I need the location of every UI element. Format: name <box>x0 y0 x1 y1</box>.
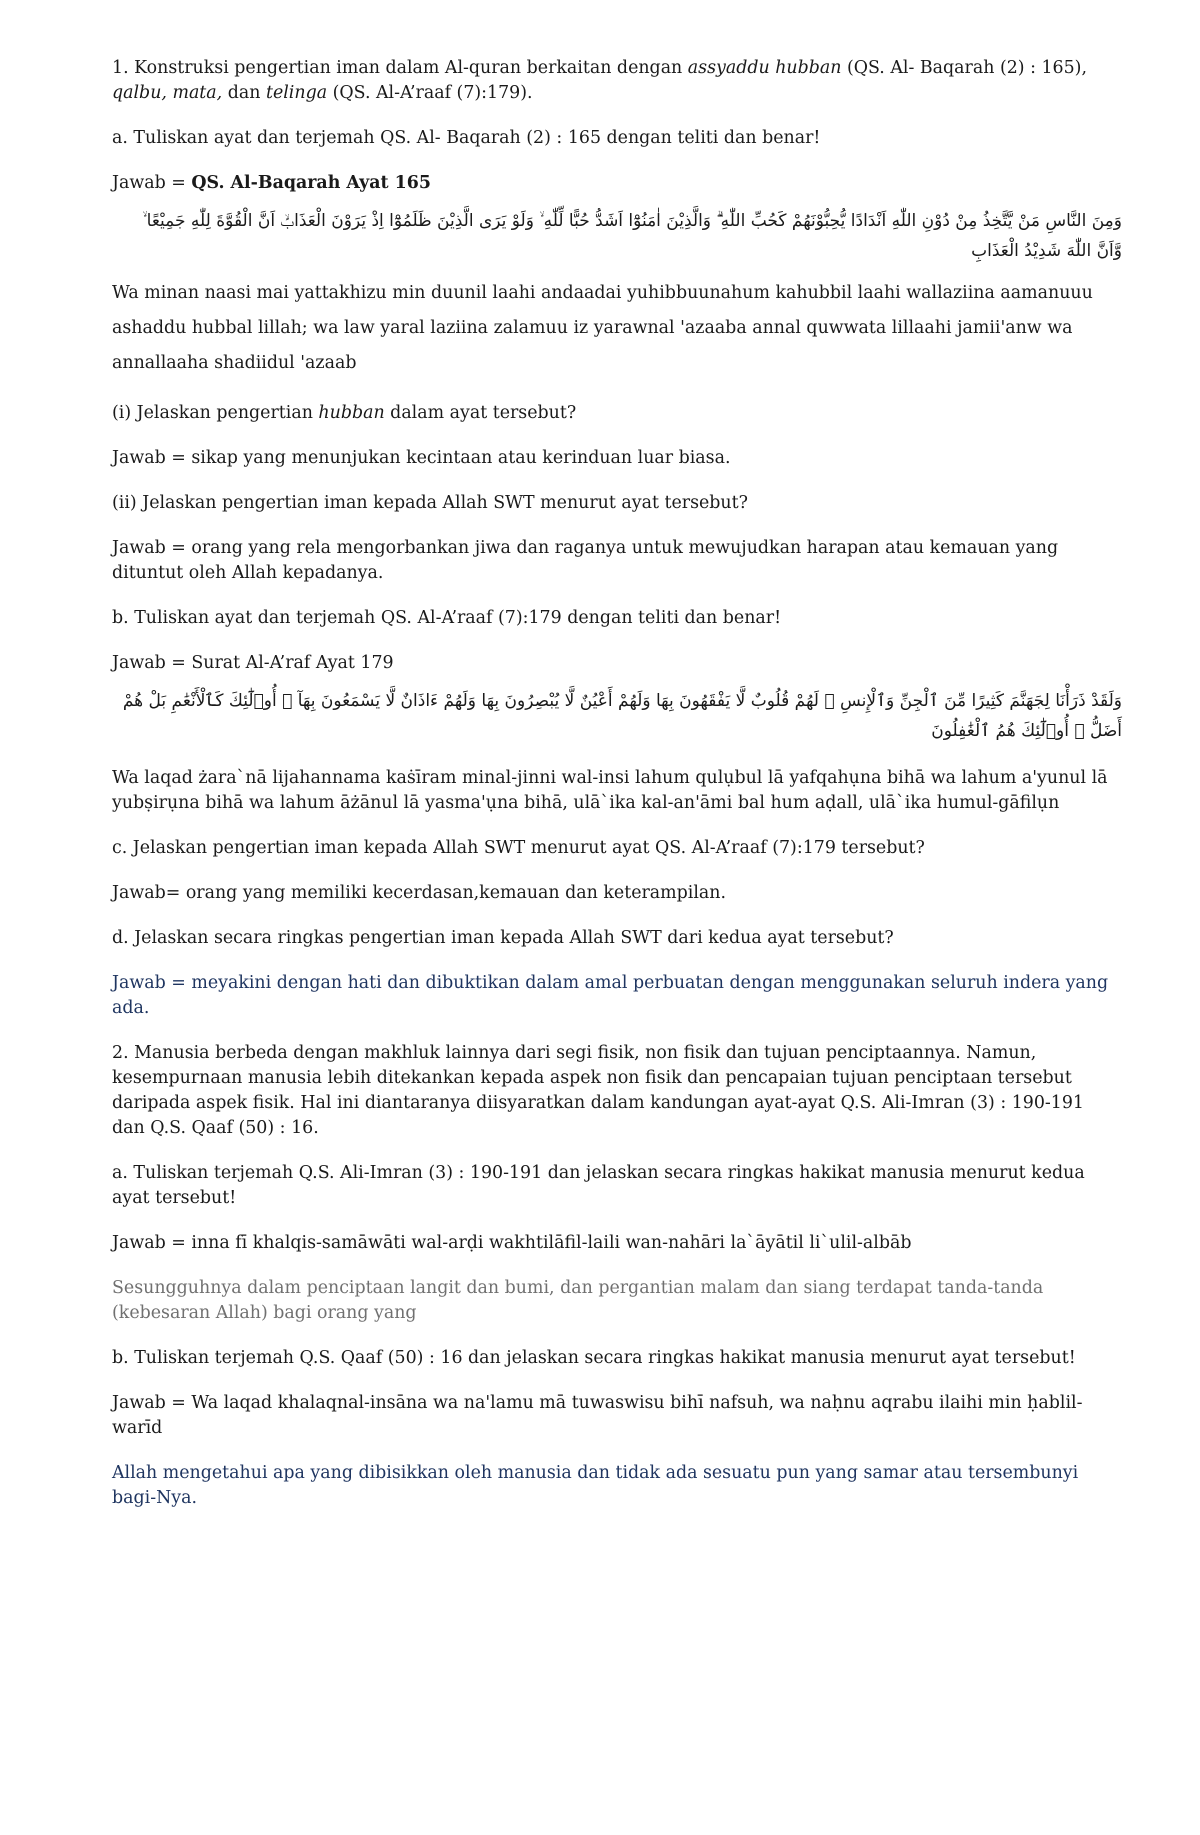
q1d-question: d. Jelaskan secara ringkas pengertian iman kepada Allah SWT dari kedua ayat tersebut? <box>112 928 894 948</box>
q2b-translation: Allah mengetahui apa yang dibisikkan oleh manusia dan tidak ada sesuatu pun yang samar atau tersembunyi bagi-Nya. <box>112 1463 1079 1508</box>
q1ii-answer: Jawab = orang yang rela mengorbankan jiwa dan raganya untuk mewujudkan harapan atau kemauan yang dituntut oleh Allah kepadanya. <box>112 538 1059 583</box>
q1-intro-ref: (QS. Al- Baqarah (2) : 165), <box>841 58 1087 78</box>
q1-intro-term2: qalbu, mata, <box>112 83 223 103</box>
q1a-answer <box>112 171 1122 196</box>
q2a-question: a. Tuliskan terjemah Q.S. Ali-Imran (3) : 190-191 dan jelaskan secara ringkas hakikat manusia menurut kedua ayat tersebut! <box>112 1163 1085 1208</box>
q1a-answer-prefix: Jawab = <box>112 173 192 193</box>
q1i-question-tail: dalam ayat tersebut? <box>384 403 577 423</box>
q2a-translation: Sesungguhnya dalam penciptaan langit dan bumi, dan pergantian malam dan siang terdapat tanda-tanda (kebesaran Allah) bagi orang yang <box>112 1278 1044 1323</box>
q2-intro: 2. Manusia berbeda dengan makhluk lainnya dari segi fisik, non fisik dan tujuan penciptaannya. Namun, kesempurnaan manusia lebih ditekankan kepada aspek non fisik dan pencapaian tujuan penciptaan tersebut daripada aspek fisik. Hal ini diantaranya diisyaratkan dalam kandungan ayat-ayat Q.S. Ali-Imran (3) : 190-191 dan Q.S. Qaaf (50) : 16. <box>112 1043 1084 1138</box>
q1-intro-mid: dan <box>222 83 266 103</box>
q2a-answer: Jawab = inna fī khalqis-samāwāti wal-arḍi wakhtilāfil-laili wan-nahāri la`āyātil li`ulil-albāb <box>112 1233 912 1253</box>
q1d-answer: Jawab = meyakini dengan hati dan dibuktikan dalam amal perbuatan dengan menggunakan seluruh indera yang ada. <box>112 973 1109 1018</box>
q2b-question: b. Tuliskan terjemah Q.S. Qaaf (50) : 16 dan jelaskan secara ringkas hakikat manusia menurut ayat tersebut! <box>112 1348 1076 1368</box>
q1-intro-term3: telinga <box>265 83 328 103</box>
q2b-answer: Jawab = Wa laqad khalaqnal-insāna wa na'lamu mā tuwaswisu bihī nafsuh, wa naḥnu aqrabu ilaihi min ḥablil-warīd <box>112 1393 1083 1438</box>
q1-intro-text: 1. Konstruksi pengertian iman dalam Al-quran berkaitan dengan <box>112 58 688 78</box>
q1ii-question: (ii) Jelaskan pengertian iman kepada Allah SWT menurut ayat tersebut? <box>112 493 748 513</box>
q1a-arabic-verse: وَمِنَ النَّاسِ مَنْ يَّتَّخِذُ مِنْ دُوْنِ اللّٰهِ اَنْدَادًا يُّحِبُّوْنَهُمْ كَحُبِّ اللّٰهِ ۗ وَالَّذِيْنَ اٰمَنُوْٓا اَشَدُّ حُبًّا لِّلّٰهِ ۙ وَلَوْ يَرَى الَّذِيْنَ ظَلَمُوْٓا اِذْ يَرَوْنَ الْعَذَابَۙ اَنَّ الْقُوَّةَ لِلّٰهِ جَمِيْعًا ۙ وَّاَنَّ اللّٰهَ شَدِيْدُ الْعَذَابِ <box>142 211 1122 261</box>
q1b-transliteration: Wa laqad żara`nā lijahannama kaṡīram minal-jinni wal-insi lahum qulụbul lā yafqahụna bihā wa lahum a'yunul lā yubṣirụna bihā wa lahum āżānul lā yasma'ụna bihā, ulā`ika kal-an'āmi bal hum aḍall, ulā`ika humul-gāfilụn <box>112 768 1108 813</box>
q1b-answer: Jawab = Surat Al-A’raf Ayat 179 <box>112 653 394 673</box>
q1-intro <box>112 56 1122 106</box>
q1i-question-term: hubban <box>318 403 385 423</box>
q1a-question: a. Tuliskan ayat dan terjemah QS. Al- Baqarah (2) : 165 dengan teliti dan benar! <box>112 128 821 148</box>
document-page <box>112 56 1122 1511</box>
q1a-transliteration: Wa minan naasi mai yattakhizu min duunil laahi andaadai yuhibbuunahum kahubbil laahi wallaziina aamanuuu ashaddu hubbal lillah; wa law yaral laziina zalamuu iz yarawnal 'azaaba annal quwwata lillaahi jamii'anw wa annallaaha shadiidul 'azaab <box>112 283 1093 373</box>
q1-intro-term: assyaddu hubban <box>687 58 842 78</box>
q1a-answer-title: QS. Al-Baqarah Ayat 165 <box>191 173 431 193</box>
q1b-question: b. Tuliskan ayat dan terjemah QS. Al-A’raaf (7):179 dengan teliti dan benar! <box>112 608 782 628</box>
q1-intro-tail: (QS. Al-A’raaf (7):179). <box>327 83 533 103</box>
q1i-question-text: (i) Jelaskan pengertian <box>112 403 319 423</box>
q1i-answer: Jawab = sikap yang menunjukan kecintaan atau kerinduan luar biasa. <box>112 448 731 468</box>
q1b-arabic-verse: وَلَقَدْ ذَرَأْنَا لِجَهَنَّمَ كَثِيرًا مِّنَ ٱلْجِنِّ وَٱلْإِنسِ ۖ لَهُمْ قُلُوبٌ لَّا يَفْقَهُونَ بِهَا وَلَهُمْ أَعْيُنٌ لَّا يُبْصِرُونَ بِهَا وَلَهُمْ ءَاذَانٌ لَّا يَسْمَعُونَ بِهَآ ۚ أُو۟لَٰٓئِكَ كَٱلْأَنْعَٰمِ بَلْ هُمْ أَضَلُّ ۚ أُو۟لَٰٓئِكَ هُمُ ٱلْغَٰفِلُونَ <box>122 691 1122 741</box>
q1c-answer: Jawab= orang yang memiliki kecerdasan,kemauan dan keterampilan. <box>112 883 727 903</box>
q1c-question: c. Jelaskan pengertian iman kepada Allah SWT menurut ayat QS. Al-A’raaf (7):179 tersebut? <box>112 838 925 858</box>
q1i-question <box>112 401 1122 426</box>
